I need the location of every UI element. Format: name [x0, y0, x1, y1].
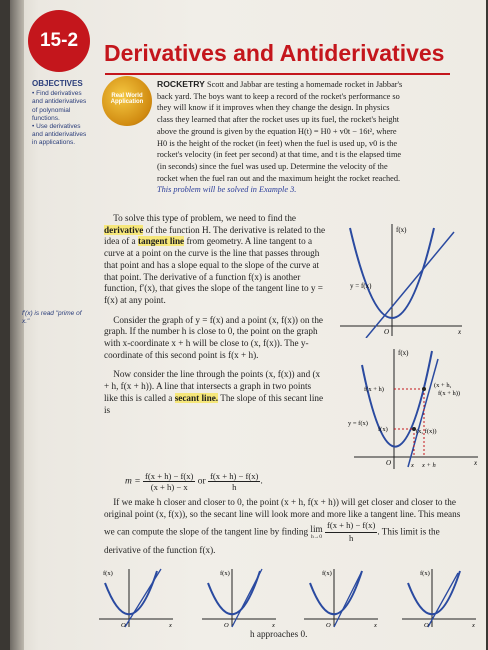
tick-xh-label: x + h: [422, 462, 436, 469]
fraction-numerator: f(x + h) − f(x): [145, 471, 194, 481]
curve: [408, 571, 460, 614]
secant-line: [125, 569, 161, 627]
x-axis-label: x: [474, 459, 478, 467]
paragraph-graph: [104, 315, 326, 362]
objectives-sidebar: [32, 80, 90, 148]
fraction: [143, 471, 195, 492]
textbook-page: [10, 0, 486, 650]
tick-x-label: x: [411, 462, 414, 469]
objective-text: Find derivatives and antiderivatives of polynomial functions.: [32, 90, 87, 122]
formula-or: or: [197, 476, 206, 487]
term-tangent-line: tangent line: [137, 236, 185, 247]
text-run: . This limit is the derivative of the function f(x).: [104, 526, 440, 555]
fraction-denominator: h: [232, 482, 237, 492]
small-graph-1: [95, 565, 177, 629]
secant-line-graph: [346, 345, 484, 473]
application-icon-label: Real World Application: [110, 93, 144, 105]
small-graph-2: [198, 565, 280, 629]
origin-label: O: [384, 328, 390, 336]
y-axis-label: f(x): [396, 226, 407, 234]
y-axis-label: f(x): [398, 349, 409, 357]
fraction-numerator: f(x + h) − f(x): [210, 471, 259, 481]
fraction: [325, 520, 377, 544]
curve: [208, 571, 260, 614]
point-x-plus-h: [422, 387, 426, 391]
objectives-heading: OBJECTIVES: [32, 79, 83, 88]
y-axis-label: f(x): [103, 570, 113, 577]
objective-item: • Use derivatives and antiderivatives in applications.: [32, 123, 87, 147]
secant-line: [408, 359, 438, 467]
title-underline: [105, 73, 450, 75]
text-run: The slope of this secant line is: [104, 392, 324, 415]
limit-expression: [310, 525, 322, 541]
term-secant-line: secant line.: [174, 392, 219, 403]
y-axis-label: f(x): [322, 570, 332, 577]
rocketry-text: Scott and Jabbar are testing a homemade rocket in Jabbar's back yard. The boys want to keep a record of the rocket's performance so they will know if it improves when they change the design. In physics class they learned that after the rocket uses up its fuel, the rocket's height above the ground is given by the equation H(t) = H0 + v0t − 16t², where H0 is the height of the rocket (in feet) when the fuel is used up, v0 is the rocket's velocity (in feet per second) at that time, and t is the elapsed time (in seconds) since the fuel was used up. Determine the velocity of the rocket when the fuel ran out and the maximum height the rocket reached.: [157, 80, 403, 183]
term-derivative: derivative: [104, 224, 144, 235]
paragraph-derivative: [104, 213, 326, 307]
origin-label: O: [326, 622, 331, 629]
lesson-badge: 15-2: [28, 10, 90, 72]
limit-paragraph: [104, 497, 469, 557]
formula-period: .: [260, 476, 263, 487]
graphs-caption: h approaches 0.: [250, 629, 308, 639]
main-text: [104, 213, 326, 424]
text-run: To solve this type of problem, we need to find the: [113, 213, 296, 223]
secant-slope-formula: [125, 471, 263, 492]
paragraph-secant: [104, 369, 326, 416]
lim-subscript: h→0: [311, 533, 323, 540]
x-axis-label: x: [374, 622, 377, 629]
lesson-title: Derivatives and Antiderivatives: [104, 40, 445, 66]
text-run: Consider the graph of y = f(x) and a point (x, f(x)) on the graph. If the number h is close to 0, the point on the graph with x-coordinate x + h will be close to (x, f(x)). The y-coordinate of this second point is f(x + h).: [104, 314, 323, 360]
small-graph-4: [398, 565, 480, 629]
rocketry-paragraph: [105, 79, 405, 196]
margin-note: f′(x) is read "prime of x.": [22, 310, 82, 325]
y-axis-label: f(x): [420, 570, 430, 577]
origin-label: O: [386, 459, 392, 467]
fraction-denominator: h: [349, 533, 354, 544]
x-axis-label: x: [458, 328, 462, 336]
text-run: If we make h closer and closer to 0, the point (x + h, f(x + h)) will get closer and closer to the original point (x, f(x)), so the secant line will look more and more like a tangent line. This means we can compute the slope of the tangent line by finding: [104, 497, 461, 537]
example-reference: This problem will be solved in Example 3.: [157, 185, 297, 195]
origin-label: O: [224, 622, 229, 629]
lim-word: lim: [310, 523, 323, 534]
rocketry-heading: ROCKETRY: [157, 79, 205, 89]
point2-label: (x + h,: [434, 382, 452, 389]
x-axis-label: x: [169, 622, 172, 629]
curve: [310, 571, 362, 614]
origin-label: O: [424, 622, 429, 629]
text-run: of the function H. The derivative is related to the idea of a: [104, 224, 326, 247]
fx-label: f(x): [378, 426, 388, 433]
fraction-denominator: (x + h) − x: [150, 482, 188, 492]
curve: [105, 571, 157, 614]
point2-label: f(x + h)): [438, 390, 461, 397]
objective-item: • Find derivatives and antiderivatives of polynomial functions.: [32, 90, 87, 122]
fxh-label: f(x + h): [364, 386, 384, 393]
secant-line: [232, 569, 262, 627]
y-axis-label: f(x): [220, 570, 230, 577]
text-run: Now consider the line through the points (x, f(x)) and (x + h, f(x + h)). A line that intersects a graph in two points like this is called a: [104, 369, 321, 403]
text-run: from geometry. A line tangent to a curve at a point on the curve is the line that passes through that point and has a slope equal to the slope of the curve at that point. The derivative of a function f(x) is another function, f′(x), that gives the slope of the tangent line to y = f(x) at any point.: [104, 236, 323, 305]
tangent-line: [366, 232, 454, 338]
tangent-line-graph: [330, 218, 470, 338]
rocketry-intro: [105, 79, 405, 196]
x-axis-label: x: [472, 622, 475, 629]
origin-label: O: [121, 622, 126, 629]
curve-label: y = f(x): [350, 282, 372, 290]
objective-text: Use derivatives and antiderivatives in applications.: [32, 123, 87, 147]
fraction-numerator: f(x + h) − f(x): [325, 520, 377, 533]
formula-lhs: m =: [125, 476, 141, 487]
x-axis-label: x: [272, 622, 275, 629]
fraction: [208, 471, 263, 492]
curve-label: y = f(x): [348, 420, 368, 427]
point1-label: (x, f(x)): [416, 428, 437, 435]
small-graph-3: [300, 565, 382, 629]
